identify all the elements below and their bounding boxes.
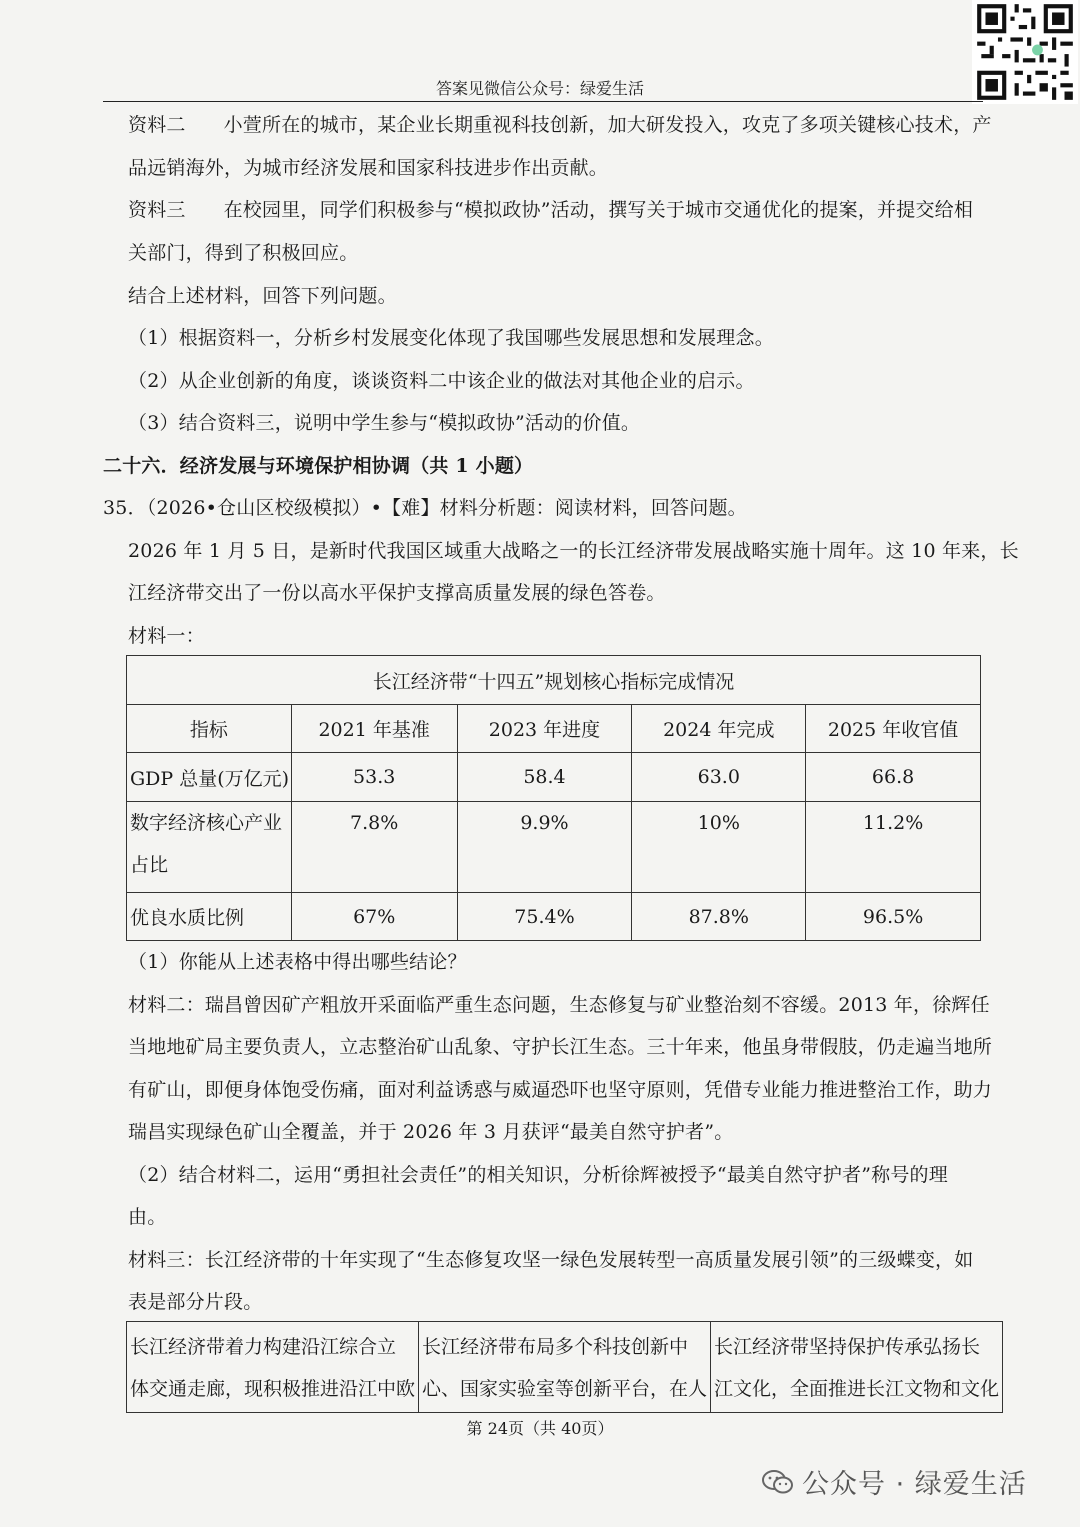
question-3: （3）结合资料三，说明中学生参与“模拟政协”活动的价值。 — [128, 412, 641, 434]
problem-35-intro-line1: 2026 年 1 月 5 日，是新时代我国区域重大战略之一的长江经济带发展战略实施十周年。这 10 年来，长 — [128, 540, 1019, 562]
table-cell — [457, 802, 632, 893]
cell-line: 长江经济带布局多个科技创新中 — [422, 1336, 689, 1358]
material2-para-line4: 瑞昌实现绿色矿山全覆盖，并于 2026 年 3 月获评“最美自然守护者”。 — [128, 1121, 734, 1143]
material1-label: 材料一： — [128, 625, 205, 647]
cell-line: 长江经济带坚持保护传承弘扬长 — [714, 1336, 981, 1358]
cell-value: 7.8% — [350, 812, 399, 834]
material2-text: 小萱所在的城市，某企业长期重视科技创新，加大研发投入，攻克了多项关键核心技术，产 — [223, 114, 992, 136]
table-cell — [806, 802, 981, 893]
material3-table — [126, 1321, 1003, 1413]
sub-question-2-line1: （2）结合材料二，运用“勇担社会责任”的相关知识，分析徐辉被授予“最美自然守护者”称号的理 — [128, 1164, 948, 1186]
material3-line2: 关部门，得到了积极回应。 — [128, 242, 359, 264]
table-cell — [127, 1322, 419, 1413]
table-row — [127, 1322, 1003, 1413]
problem-35-header: 35．（2026•仓山区校级模拟）•【难】材料分析题：阅读材料，回答问题。 — [103, 497, 747, 519]
cell-line: 江文化，全面推进长江文物和文化 — [714, 1378, 1000, 1400]
table-cell: 53.3 — [291, 753, 457, 802]
problem-35-intro-line2: 江经济带交出了一份以高水平保护支撑高质量发展的绿色答卷。 — [128, 582, 666, 604]
material2-para-line3: 有矿山，即便身体饱受伤痛，面对利益诱惑与威逼恐吓也坚守原则，凭借专业能力推进整治工作，助力 — [128, 1079, 993, 1101]
indicator-table — [126, 655, 981, 941]
question-1: （1）根据资料一，分析乡村发展变化体现了我国哪些发展思想和发展理念。 — [128, 327, 774, 349]
table-caption: 长江经济带“十四五”规划核心指标完成情况 — [127, 656, 981, 705]
material3-label: 资料三 — [128, 199, 186, 221]
material2-line1 — [128, 113, 992, 137]
table-header-row — [127, 705, 981, 753]
cell-line: 体交通走廊，现积极推进沿江中欧 — [130, 1378, 416, 1400]
row-label — [127, 802, 292, 893]
row-label-line1: 数字经济核心产业 — [130, 812, 283, 834]
table-cell: 67% — [291, 893, 457, 941]
table-cell: 96.5% — [806, 893, 981, 941]
table-cell: 75.4% — [457, 893, 632, 941]
wechat-icon — [762, 1469, 794, 1495]
table-header-cell: 2023 年进度 — [457, 705, 632, 753]
table-cell: 63.0 — [632, 753, 806, 802]
cell-line: 心、国家实验室等创新平台，在人 — [422, 1378, 708, 1400]
material2-line2: 品远销海外，为城市经济发展和国家科技进步作出贡献。 — [128, 157, 609, 179]
table-header-cell: 2021 年基准 — [291, 705, 457, 753]
material2-para-line1: 材料二：瑞昌曾因矿产粗放开采面临严重生态问题，生态修复与矿业整治刻不容缓。2013 年，徐辉任 — [128, 994, 990, 1016]
row-label: 优良水质比例 — [127, 893, 292, 941]
sub-question-2-line2: 由。 — [128, 1206, 167, 1228]
watermark-text: 公众号 · 绿爱生活 — [802, 1469, 1027, 1500]
question-2: （2）从企业创新的角度，谈谈资料二中该企业的做法对其他企业的启示。 — [128, 370, 755, 392]
table-cell: 87.8% — [632, 893, 806, 941]
table-header-cell: 2025 年收官值 — [806, 705, 981, 753]
table-header-cell: 指标 — [127, 705, 292, 753]
header-rule — [103, 101, 983, 102]
material2-para-line2: 当地地矿局主要负责人，立志整治矿山乱象、守护长江生态。三十年来，他虽身带假肢，仍走遍当地所 — [128, 1036, 993, 1058]
material3-para-line1: 材料三：长江经济带的十年实现了“生态修复攻坚一绿色发展转型一高质量发展引领”的三级蝶变，如 — [128, 1249, 974, 1271]
table-cell — [291, 802, 457, 893]
cell-value: 10% — [697, 812, 740, 834]
material3-text: 在校园里，同学们积极参与“模拟政协”活动，撰写关于城市交通优化的提案，并提交给相 — [223, 199, 974, 221]
table-cell: 66.8 — [806, 753, 981, 802]
cell-value: 9.9% — [520, 812, 569, 834]
page-number: 第 24页（共 40页） — [466, 1419, 614, 1438]
instruction: 结合上述材料，回答下列问题。 — [128, 285, 397, 307]
table-cell: 58.4 — [457, 753, 632, 802]
table-header-cell: 2024 年完成 — [632, 705, 806, 753]
table-row — [127, 893, 981, 941]
row-label-line2: 占比 — [130, 854, 169, 876]
cell-line: 长江经济带着力构建沿江综合立 — [130, 1336, 397, 1358]
sub-question-1: （1）你能从上述表格中得出哪些结论？ — [128, 951, 467, 973]
cell-value: 11.2% — [862, 812, 924, 834]
watermark — [762, 1462, 1027, 1501]
table-row — [127, 802, 981, 893]
table-row — [127, 753, 981, 802]
material2-label: 资料二 — [128, 114, 186, 136]
row-label: GDP 总量(万亿元) — [127, 753, 292, 802]
material3-line1 — [128, 198, 973, 222]
table-cell — [419, 1322, 711, 1413]
section-title: 二十六．经济发展与环境保护相协调（共 1 小题） — [103, 455, 534, 477]
table-cell — [632, 802, 806, 893]
page-header: 答案见微信公众号：绿爱生活 — [435, 79, 644, 98]
table-cell — [711, 1322, 1003, 1413]
material3-para-line2: 表是部分片段。 — [128, 1291, 263, 1313]
